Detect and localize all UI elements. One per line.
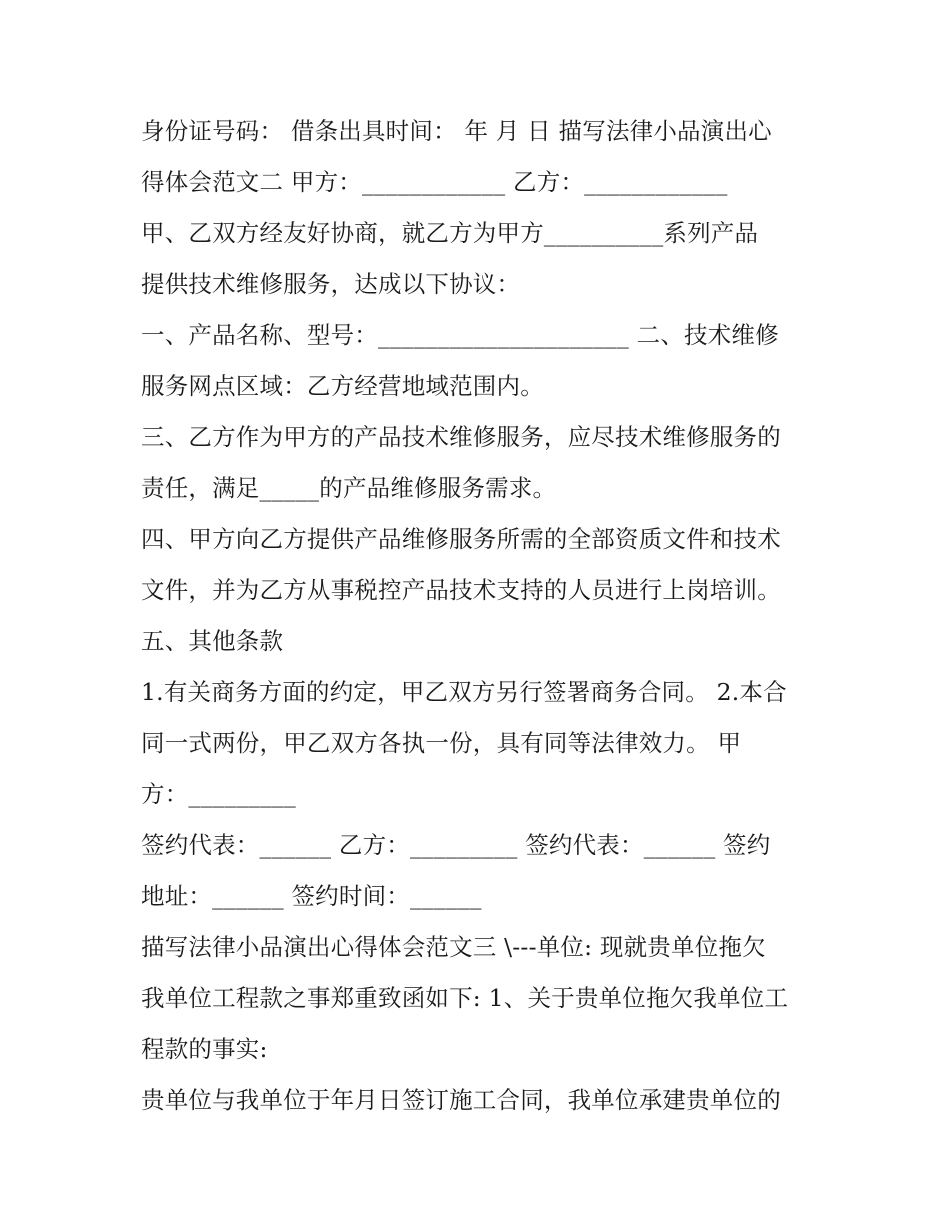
text-line: 提供技术维修服务，达成以下协议： — [141, 270, 521, 298]
text-line: 责任，满足_____的产品维修服务需求。 — [141, 474, 557, 502]
text-line: 服务网点区域：乙方经营地域范围内。 — [141, 372, 544, 400]
text-line: 贵单位与我单位于年月日签订施工合同，我单位承建贵单位的 — [141, 1086, 781, 1114]
text-line: 签约代表：______ 乙方：_________ 签约代表：______ 签约 — [141, 831, 771, 859]
text-line: 1.有关商务方面的约定，甲乙双方另行签署商务合同。 2.本合 — [141, 678, 787, 706]
text-line: 身份证号码： 借条出具时间： 年 月 日 描写法律小品演出心 — [141, 117, 772, 145]
text-line: 同一式两份，甲乙双方各执一份，具有同等法律效力。 甲 — [141, 729, 742, 757]
text-line: 一、产品名称、型号：_____________________ 二、技术维修 — [141, 321, 779, 349]
text-line: 得体会范文二 甲方：____________ 乙方：____________ — [141, 168, 728, 196]
document-body — [141, 106, 821, 1126]
text-line: 文件，并为乙方从事税控产品技术支持的人员进行上岗培训。 — [141, 576, 781, 604]
text-line: 四、甲方向乙方提供产品维修服务所需的全部资质文件和技术 — [141, 525, 781, 553]
text-line: 甲、乙双方经友好协商，就乙方为甲方__________系列产品 — [141, 219, 759, 247]
text-line: 地址：______ 签约时间：______ — [141, 882, 482, 910]
text-line: 我单位工程款之事郑重致函如下: 1、关于贵单位拖欠我单位工 — [141, 984, 789, 1012]
text-line: 方：_________ — [141, 780, 296, 808]
text-line: 程款的事实: — [141, 1035, 268, 1063]
text-line: 三、乙方作为甲方的产品技术维修服务，应尽技术维修服务的 — [141, 423, 781, 451]
section-heading: 五、其他条款 — [141, 627, 284, 655]
text-line: 描写法律小品演出心得体会范文三 \---单位: 现就贵单位拖欠 — [141, 933, 766, 961]
